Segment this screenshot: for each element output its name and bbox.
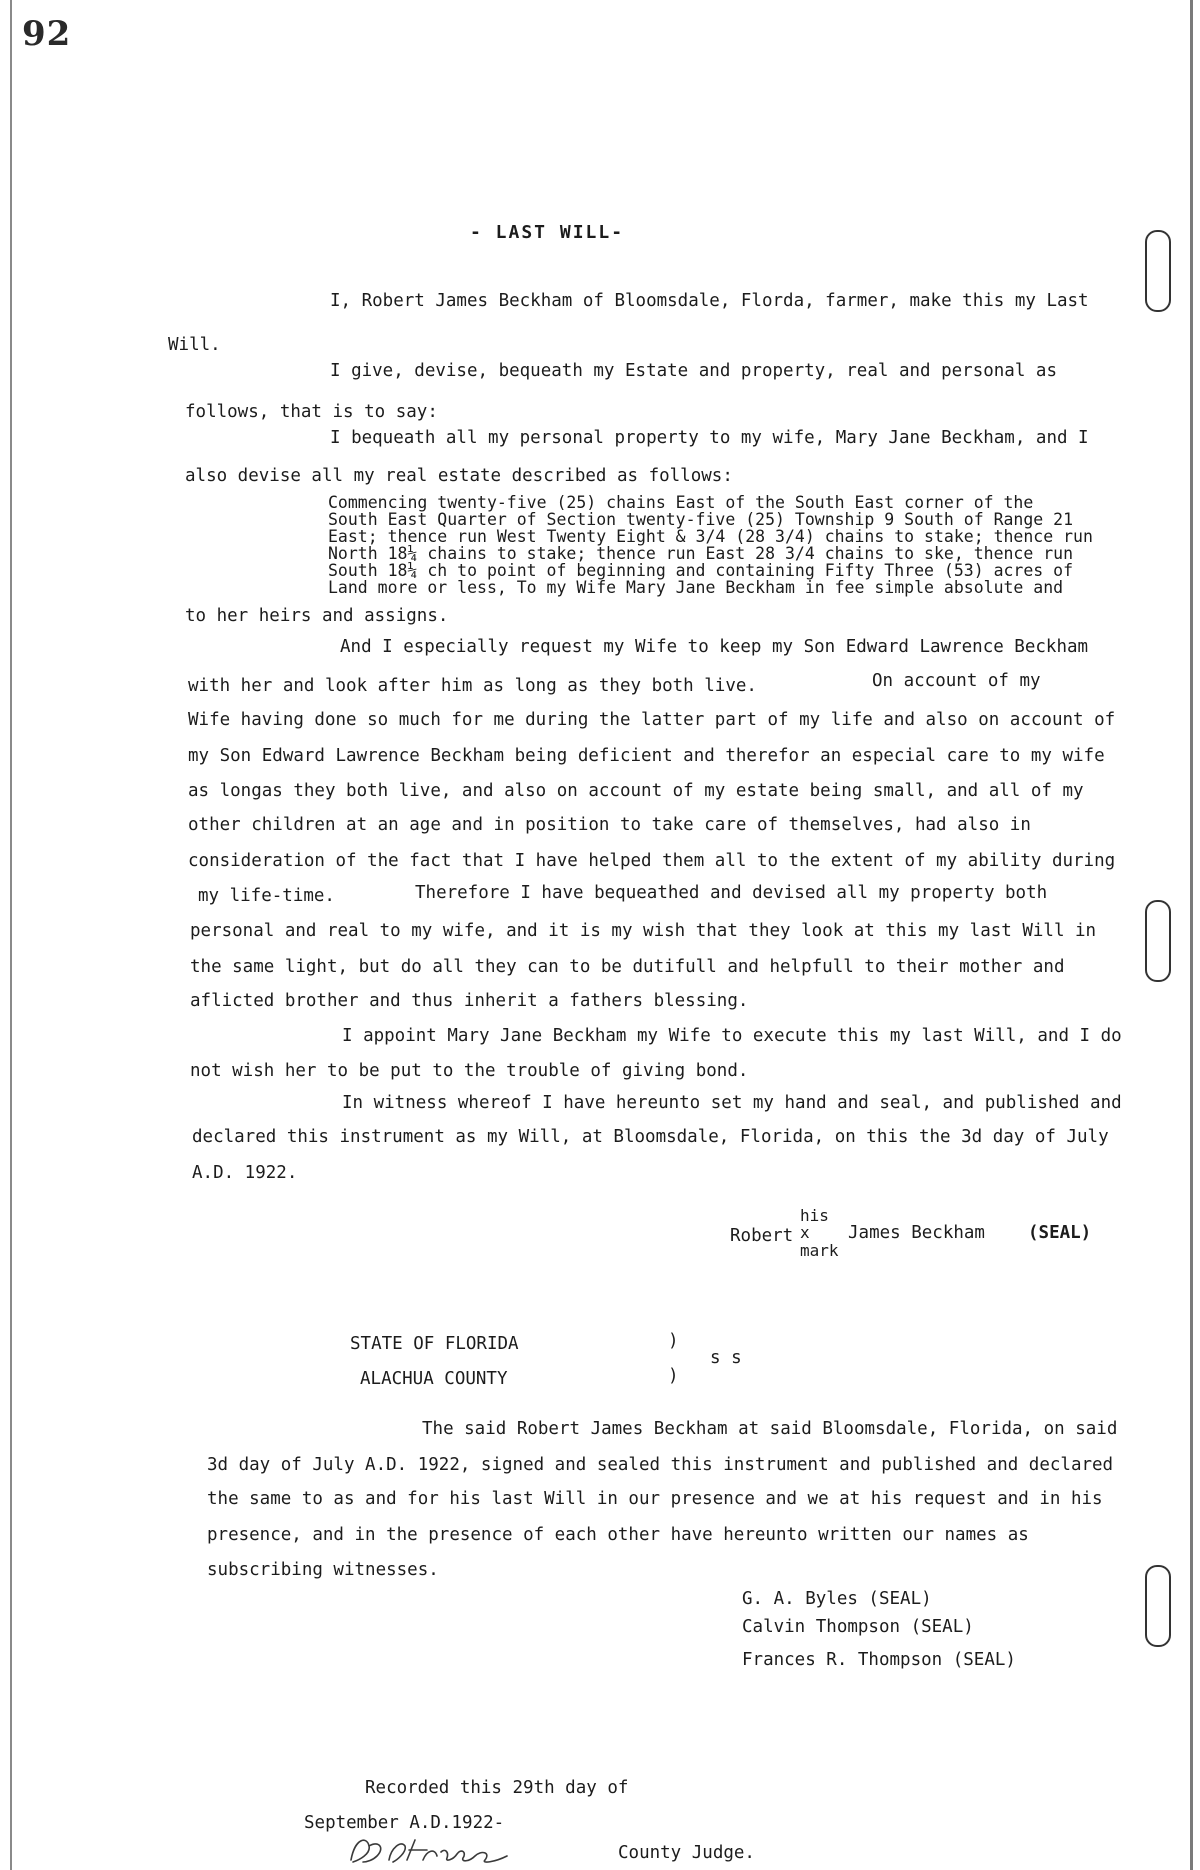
- judge-signature: [345, 1830, 515, 1870]
- left-edge-line: [10, 0, 12, 1870]
- request-line-1: And I especially request my Wife to keep my Son Edward Lawrence Beckham: [340, 637, 1089, 657]
- request-line-7: consideration of the fact that I have helped them all to the extent of my ability during: [188, 851, 1116, 871]
- witness-signature-2: Calvin Thompson (SEAL): [742, 1617, 974, 1637]
- venue-ss: s s: [710, 1348, 742, 1368]
- attestation-line-3: the same to as and for his last Will in our presence and we at his request and in his: [207, 1489, 1103, 1509]
- binder-hole-bottom: [1145, 1565, 1171, 1647]
- executor-line-2: not wish her to be put to the trouble of giving bond.: [190, 1061, 749, 1081]
- bequest-line-1: I give, devise, bequeath my Estate and property, real and personal as: [330, 361, 1057, 381]
- heirs-line: to her heirs and assigns.: [185, 606, 449, 626]
- venue-state: STATE OF FLORIDA: [350, 1334, 519, 1354]
- signature-first-name: Robert: [730, 1226, 794, 1246]
- legal-description-4: North 18¼ chains to stake; thence run East 28 3/4 chains to ske, thence run: [328, 544, 1074, 563]
- legal-description-6: Land more or less, To my Wife Mary Jane Beckham in fee simple absolute and: [328, 578, 1064, 597]
- request-line-10: the same light, but do all they can to be dutifull and helpfull to their mother and: [190, 957, 1065, 977]
- request-line-5: as longas they both live, and also on account of my estate being small, and all of my: [188, 781, 1084, 801]
- witness-signature-3: Frances R. Thompson (SEAL): [742, 1650, 1016, 1670]
- witness-signature-1: G. A. Byles (SEAL): [742, 1589, 932, 1609]
- attestation-line-1: The said Robert James Beckham at said Bloomsdale, Florida, on said: [422, 1419, 1118, 1439]
- request-line-2b: On account of my: [872, 671, 1041, 691]
- right-edge-line: [1190, 0, 1193, 1870]
- request-line-9: personal and real to my wife, and it is my wish that they look at this my last Will in: [190, 921, 1097, 941]
- executor-line-1: I appoint Mary Jane Beckham my Wife to execute this my last Will, and I do: [342, 1026, 1122, 1046]
- request-line-8: my life-time.: [198, 886, 335, 906]
- request-line-4: my Son Edward Lawrence Beckham being deficient and therefor an especial care to my wife: [188, 746, 1105, 766]
- witness-clause-1: In witness whereof I have hereunto set my hand and seal, and published and: [342, 1093, 1122, 1113]
- attestation-line-2: 3d day of July A.D. 1922, signed and sealed this instrument and published and declared: [207, 1455, 1114, 1475]
- request-line-3: Wife having done so much for me during the latter part of my life and also on account of: [188, 710, 1116, 730]
- venue-paren-2: ): [668, 1366, 679, 1386]
- venue-paren-1: ): [668, 1331, 679, 1351]
- legal-description-3: East; thence run West Twenty Eight & 3/4 (28 3/4) chains to stake; thence run: [328, 527, 1093, 546]
- intro-line-1: I, Robert James Beckham of Bloomsdale, Florda, farmer, make this my Last: [330, 291, 1089, 311]
- legal-description-2: South East Quarter of Section twenty-five (25) Township 9 South of Range 21: [328, 510, 1074, 529]
- witness-clause-2: declared this instrument as my Will, at Bloomsdale, Florida, on this the 3d day of July: [192, 1127, 1109, 1147]
- bequest-line-3: I bequeath all my personal property to my wife, Mary Jane Beckham, and I: [330, 428, 1089, 448]
- bequest-line-2: follows, that is to say:: [185, 402, 438, 422]
- request-line-11: aflicted brother and thus inherit a fathers blessing.: [190, 991, 749, 1011]
- signature-last-name: James Beckham: [848, 1223, 985, 1243]
- testator-seal: (SEAL): [1028, 1223, 1092, 1243]
- request-line-6: other children at an age and in position to take care of themselves, had also in: [188, 815, 1031, 835]
- request-line-8b: Therefore I have bequeathed and devised all my property both: [415, 883, 1048, 903]
- signature-his: his: [800, 1206, 829, 1225]
- signature-mark-label: mark: [800, 1241, 839, 1260]
- document-title: - LAST WILL-: [470, 222, 625, 243]
- binder-hole-top: [1145, 230, 1171, 312]
- attestation-line-5: subscribing witnesses.: [207, 1560, 439, 1580]
- signature-x-mark: x: [800, 1223, 810, 1242]
- recorded-date-line: September A.D.1922-: [304, 1813, 505, 1833]
- venue-county: ALACHUA COUNTY: [360, 1369, 508, 1389]
- county-judge-label: County Judge.: [618, 1843, 755, 1863]
- intro-line-2: Will.: [168, 335, 221, 355]
- bequest-line-4: also devise all my real estate described as follows:: [185, 466, 733, 486]
- recorded-line: Recorded this 29th day of: [365, 1778, 629, 1798]
- legal-description-1: Commencing twenty-five (25) chains East of the South East corner of the: [328, 493, 1034, 512]
- legal-description-5: South 18¼ ch to point of beginning and containing Fifty Three (53) acres of: [328, 561, 1074, 580]
- attestation-line-4: presence, and in the presence of each other have hereunto written our names as: [207, 1525, 1029, 1545]
- witness-clause-3: A.D. 1922.: [192, 1163, 298, 1183]
- page-number: 92: [22, 14, 72, 54]
- binder-hole-middle: [1145, 900, 1171, 982]
- request-line-2: with her and look after him as long as they both live.: [188, 676, 757, 696]
